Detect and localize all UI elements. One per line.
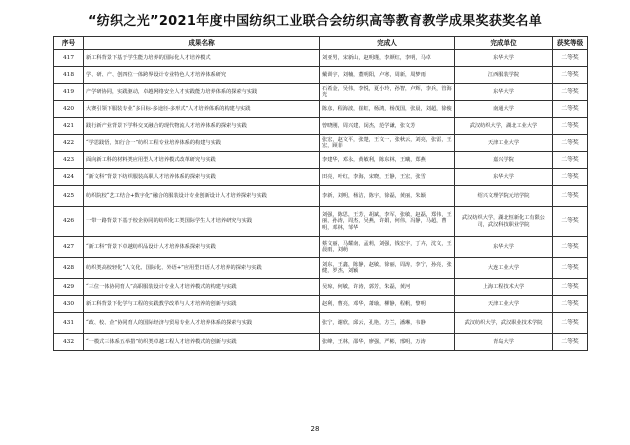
cell-no: 423 (54, 152, 84, 169)
cell-prize: 二等奖 (553, 334, 588, 351)
cell-name: 纺织类高校轻化“人文化、国际化、外语+”应用型日语人才培养的探索与实践 (84, 258, 320, 279)
cell-no: 425 (54, 186, 84, 207)
cell-people: 李建华，邓永，黄敏利，陈东林，王曦，郑燕 (320, 152, 455, 169)
cell-people: 陈彦，程海波，崔虹，杨鸿，杨茂国，张晨，刘超，徐俊 (320, 101, 455, 118)
cell-unit: 东华大学 (455, 50, 553, 67)
cell-name: 产学研协同，实践驱动，卓越网络安全人才实践能力培养体系的探索与实践 (84, 84, 320, 101)
cell-people: 吴琼，何敏，许涛，郭芳，朱磊，黄河 (320, 279, 455, 296)
cell-unit: 武汉纺织大学，湖北工业大学 (455, 118, 553, 135)
cell-prize: 二等奖 (553, 135, 588, 152)
cell-prize: 二等奖 (553, 84, 588, 101)
cell-no: 417 (54, 50, 84, 67)
cell-unit: 青岛大学 (455, 334, 553, 351)
cell-no: 418 (54, 67, 84, 84)
table-row (54, 50, 588, 67)
cell-people: 张宁，谢欣，邱云，孔艳，方兰，潘琳，韦静 (320, 313, 455, 334)
cell-unit: 绍兴文理学院元培学院 (455, 186, 553, 207)
cell-prize: 二等奖 (553, 279, 588, 296)
table-row (54, 84, 588, 101)
cell-name: 面向新工科的材料类应用型人才培养模式改革研究与实践 (84, 152, 320, 169)
cell-no: 432 (54, 334, 84, 351)
column-header-prize: 获奖等级 (553, 37, 588, 50)
table-row (54, 118, 588, 135)
cell-no: 424 (54, 169, 84, 186)
table-row (54, 296, 588, 313)
cell-prize: 二等奖 (553, 152, 588, 169)
cell-people: 戴训宇，刘楠，董明阳，卢寒，周新，周梦雨 (320, 67, 455, 84)
cell-name: “一模式三体系五举措”纺织类卓越工程人才培养模式的创新与实践 (84, 334, 320, 351)
cell-no: 421 (54, 118, 84, 135)
cell-prize: 二等奖 (553, 169, 588, 186)
table-row (54, 237, 588, 258)
table-row (54, 169, 588, 186)
cell-prize: 二等奖 (553, 313, 588, 334)
table-row (54, 334, 588, 351)
cell-unit: 武汉纺织大学，湖北恒新化工有限公司，武汉科技职业学院 (455, 207, 553, 237)
cell-people: 曾晓刚，周兴建，闵杰，范学谦，张文芳 (320, 118, 455, 135)
cell-no: 419 (54, 84, 84, 101)
cell-name: 纺织院校“艺工结合+数字化”融合的服装设计专业创新设计人才培养探索与实践 (84, 186, 320, 207)
column-header-unit: 完成单位 (455, 37, 553, 50)
cell-prize: 二等奖 (553, 237, 588, 258)
cell-name: 学、研、产、创四位一体跨界设计专业特色人才培养体系研究 (84, 67, 320, 84)
cell-name: “政、校、企”协同育人的国际经济与贸易专业人才培养体系的探索与实践 (84, 313, 320, 334)
column-header-no: 序号 (54, 37, 84, 50)
cell-prize: 二等奖 (553, 186, 588, 207)
cell-prize: 二等奖 (553, 67, 588, 84)
column-header-name: 成果名称 (84, 37, 320, 50)
cell-name: 新工科背景下基于学生能力培养的国际化人才培养模式 (84, 50, 320, 67)
table-row (54, 67, 588, 84)
cell-no: 420 (54, 101, 84, 118)
page-number: 28 (310, 425, 320, 433)
cell-name: 践行新产业背景下学科交叉融合的现代物流人才培养体系的探索与实践 (84, 118, 320, 135)
cell-unit: 东华大学 (455, 237, 553, 258)
cell-people: 刘亚男，宋新山，赵明瑾，李颜红，李明，马卓 (320, 50, 455, 67)
cell-unit: 嘉兴学院 (455, 152, 553, 169)
cell-people: 李新，刘明，杨洁，陈宇，徐磊，黄丽，朱颖 (320, 186, 455, 207)
cell-people: 蔡文丽，马耀南，孟莉，刘强，钱宏宇，丁卉，沈文，王晨雨，刘萌 (320, 237, 455, 258)
cell-people: 张峰，王林，邵华，廖强，严彬，邢明，万涛 (320, 334, 455, 351)
table-row (54, 279, 588, 296)
cell-people: 张宏，赵文平，张楚，王文一，张秋云，刘亮，张雷，王宏，顾菲 (320, 135, 455, 152)
column-header-people: 完成人 (320, 37, 455, 50)
table-row (54, 101, 588, 118)
cell-name: 新工科背景下化学与工程的实践教学改革与人才培养的创新与实践 (84, 296, 320, 313)
table-row (54, 135, 588, 152)
cell-unit: 天津工业大学 (455, 296, 553, 313)
cell-no: 427 (54, 237, 84, 258)
cell-name: 一带一路背景下基于校企协同的纺织化工类国际学生人才培养研究与实践 (84, 207, 320, 237)
cell-prize: 二等奖 (553, 101, 588, 118)
table-row (54, 152, 588, 169)
cell-no: 429 (54, 279, 84, 296)
cell-name: “新文科”背景下纺织服装高职人才培养体系的探索与实践 (84, 169, 320, 186)
cell-prize: 二等奖 (553, 258, 588, 279)
cell-people: 田亮，叶红，李海，宋晓，王静，王宏，张雪 (320, 169, 455, 186)
cell-unit: 南通大学 (455, 101, 553, 118)
cell-name: “三位一体协同育人”高职服装设计专业人才培养模式的构建与实践 (84, 279, 320, 296)
cell-people: 赵利，曹亮，邓华，萧瑜，柳静，程帆，黎明 (320, 296, 455, 313)
table-row (54, 313, 588, 334)
cell-unit: 武汉纺织大学，武汉职业技术学院 (455, 313, 553, 334)
cell-people: 刘东，王鑫，陈静，赵敏，徐丽，周涛，李宁，孙亮，张健，罗杰，刘颖 (320, 258, 455, 279)
cell-prize: 二等奖 (553, 296, 588, 313)
table-row (54, 207, 588, 237)
cell-no: 422 (54, 135, 84, 152)
cell-prize: 二等奖 (553, 50, 588, 67)
cell-unit: 东华大学 (455, 84, 553, 101)
table-row (54, 186, 588, 207)
table-header-row (54, 37, 588, 50)
award-table (53, 36, 588, 351)
table-row (54, 258, 588, 279)
cell-no: 431 (54, 313, 84, 334)
cell-name: “新工科”背景下卓越纺织品设计人才培养体系探索与实践 (84, 237, 320, 258)
cell-unit: 天津工业大学 (455, 135, 553, 152)
cell-unit: 上海工程技术大学 (455, 279, 553, 296)
cell-name: 大赛引领下服装专业“多目标-多途径-多形式”人才培养体系的构建与实践 (84, 101, 320, 118)
cell-unit: 东华大学 (455, 169, 553, 186)
document-title: “纺织之光”2021年度中国纺织工业联合会纺织高等教育教学成果奖获奖名单 (87, 14, 543, 29)
cell-people: 石希金，吴伟，李悦，夏小玲，孙智，卢辉，李兵，管海光 (320, 84, 455, 101)
cell-no: 430 (54, 296, 84, 313)
cell-no: 428 (54, 258, 84, 279)
cell-prize: 二等奖 (553, 118, 588, 135)
cell-unit: 江西服装学院 (455, 67, 553, 84)
cell-no: 426 (54, 207, 84, 237)
cell-people: 刘强，陈思，王芳，胡斌，李军，张敏，赵磊，郑伟，王丽，孙涛，周杰，吴燕，许娟，何伟，冯静，马超，曹明，邓林，邹华 (320, 207, 455, 237)
cell-prize: 二等奖 (553, 207, 588, 237)
cell-unit: 大连工业大学 (455, 258, 553, 279)
cell-name: “学思践悟，知行合一”纺织工程专业培养体系的构建与实践 (84, 135, 320, 152)
